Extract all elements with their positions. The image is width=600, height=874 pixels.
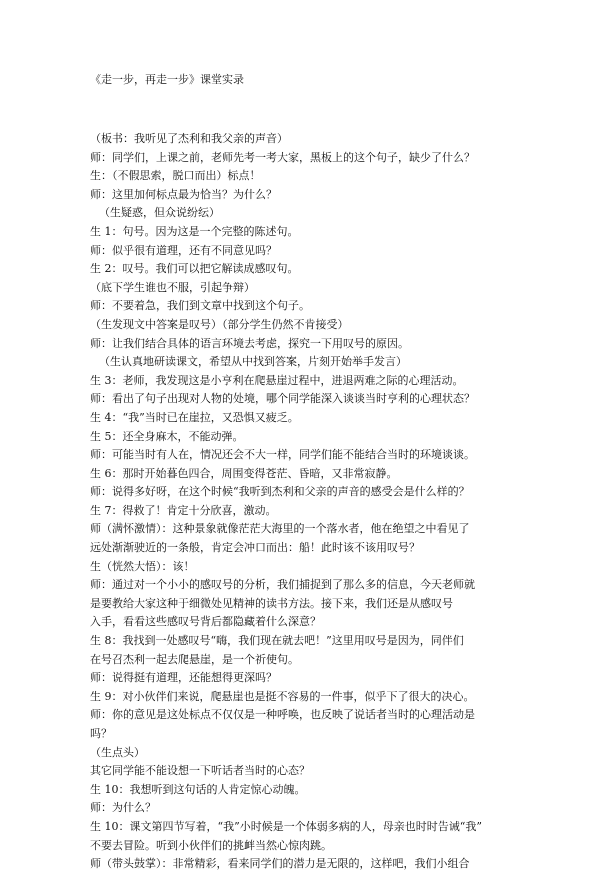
transcript-line: 生 5：还全身麻木，不能动弹。: [90, 429, 244, 443]
transcript-line: 吗？: [90, 727, 112, 740]
transcript-line: （底下学生谁也不服，引起争辩）: [90, 280, 255, 294]
transcript-line: 生 8：我找到一处感叹号“嗨，我们现在就去吧！”这里用叹号是因为，同伴们: [90, 634, 464, 648]
transcript-line: 师：看出了句子出现对人物的处境，哪个同学能深入谈谈当时亨利的心理状态？: [90, 392, 475, 406]
transcript-line: 不要去冒险。听到小伙伴们的挑衅当然心惊肉跳。: [90, 838, 332, 852]
transcript-body: [90, 130, 570, 874]
transcript-line: 生 3：老师，我发现这是小亨利在爬悬崖过程中，进退两难之际的心理活动。: [90, 373, 464, 387]
transcript-line: 生 4：“我”当时已在崖拉，又恐惧又疲乏。: [90, 410, 299, 424]
transcript-line: 生 10：我想听到这句话的人肯定惊心动魄。: [90, 782, 306, 796]
transcript-line: 生 10：课文第四节写着，“我”小时候是一个体弱多病的人，母亲也时时告诫“我”: [90, 819, 482, 833]
transcript-line: 师：让我们结合具体的语言环境去考虑，探究一下用叹号的原因。: [90, 336, 409, 350]
transcript-line: 生 9：对小伙伴们来说，爬悬崖也是挺不容易的一件事，似乎下了很大的决心。: [90, 689, 475, 703]
transcript-line: 师：可能当时有人在，情况还会不大一样，同学们能不能结合当时的环境谈谈。: [90, 448, 475, 462]
transcript-line: 师：你的意见是这处标点不仅仅是一种呼唤，也反映了说话者当时的心理活动是: [90, 708, 475, 722]
transcript-line: 师：说得挺有道理，还能想得更深吗？: [90, 671, 277, 685]
transcript-line: 远处渐渐驶近的一条般，肯定会冲口而出：船！此时该不该用叹号？: [90, 541, 420, 555]
transcript-line: （生疑惑，但众说纷纭）: [99, 206, 220, 220]
transcript-line: 师（带头鼓掌）：非常精彩，看来同学们的潜力是无限的，这样吧，我们小组合: [90, 857, 470, 871]
transcript-line: （生点头）: [90, 745, 145, 759]
transcript-line: 生（恍然大悟）：该！: [90, 559, 195, 573]
transcript-line: 师：这里加何标点最为恰当？为什么？: [90, 187, 277, 201]
transcript-line: 生 7：得救了！肯定十分欣喜，激动。: [90, 503, 277, 517]
transcript-line: 在号召杰利一起去爬悬崖，是一个祈使句。: [90, 652, 299, 666]
transcript-line: 生 6：那时开始暮色四合，周围变得苍茫、昏暗，又非常寂静。: [90, 466, 398, 480]
transcript-line: 师：通过对一个小小的感叹号的分析，我们捕捉到了那么多的信息，今天老师就: [90, 578, 475, 592]
transcript-line: 是要教给大家这种于细微处见精神的读书方法。接下来，我们还是从感叹号: [90, 596, 453, 610]
transcript-line: 师：说得多好呀，在这个时候“我听到杰利和父亲的声音的感受会是什么样的？: [90, 485, 470, 499]
transcript-line: （生认真地研读课文，希望从中找到答案，片刻开始举手发言）: [99, 355, 407, 369]
transcript-line: 其它同学能不能设想一下听话者当时的心态？: [90, 764, 310, 778]
transcript-line: 入手，看看这些感叹号背后都隐藏着什么深意？: [90, 615, 321, 629]
transcript-line: 师：不要着急，我们到文章中找到这个句子。: [90, 299, 310, 313]
transcript-line: （生发现文中答案是叹号）（部分学生仍然不肯接受）: [90, 317, 349, 331]
transcript-line: 师（满怀激情）：这种景象就像茫茫大海里的一个落水者，他在绝望之中看见了: [90, 522, 470, 536]
transcript-line: （板书：我听见了杰利和我父亲的声音）: [90, 132, 288, 145]
transcript-line: 师：为什么？: [90, 801, 156, 815]
transcript-line: 师：似乎很有道理，还有不同意见吗？: [90, 243, 277, 257]
transcript-line: 师：同学们，上课之前，老师先考一考大家，黑板上的这个句子，缺少了什么？: [90, 150, 475, 164]
transcript-line: 生 2：叹号。我们可以把它解读成感叹句。: [90, 262, 299, 276]
document-title: 《走一步，再走一步》课堂实录: [90, 73, 244, 86]
transcript-line: 生：（不假思索，脱口而出）标点！: [90, 169, 261, 183]
transcript-line: 生 1：句号。因为这是一个完整的陈述句。: [90, 224, 299, 238]
